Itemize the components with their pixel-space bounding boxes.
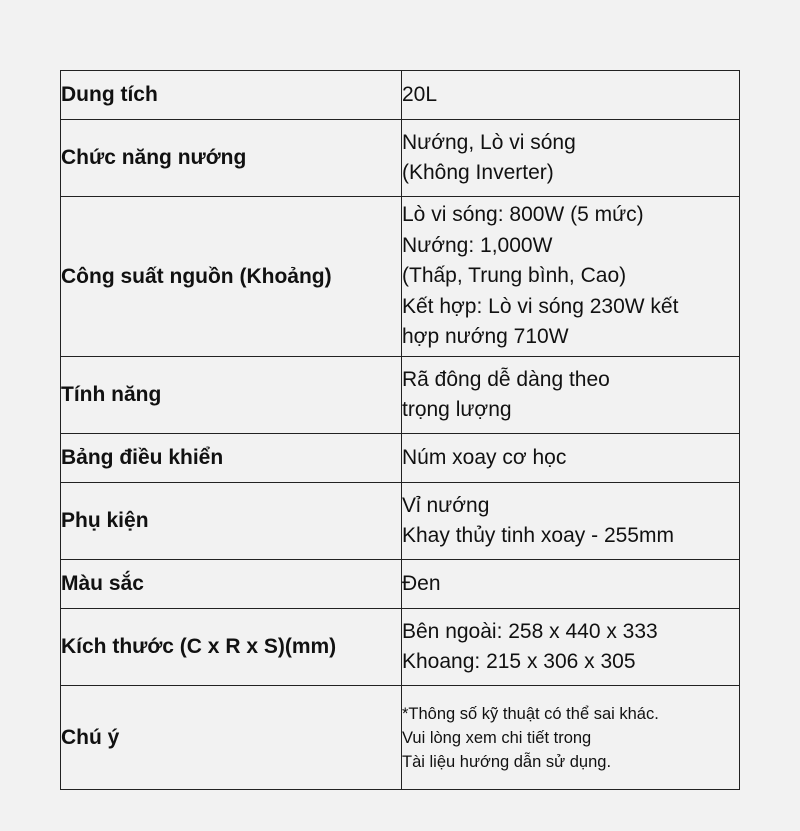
row-label-control: Bảng điều khiển bbox=[61, 434, 402, 483]
row-label-power: Công suất nguồn (Khoảng) bbox=[61, 197, 402, 357]
row-value-note bbox=[402, 686, 740, 790]
row-label-color: Màu sắc bbox=[61, 560, 402, 609]
row-value-dimensions bbox=[402, 609, 740, 686]
value-line: Nướng: 1,000W bbox=[402, 233, 553, 257]
value-line: Lò vi sóng: 800W (5 mức) bbox=[402, 203, 644, 227]
row-value-power bbox=[402, 197, 740, 357]
row-label-note: Chú ý bbox=[61, 686, 402, 790]
value-line: (Không Inverter) bbox=[402, 161, 554, 184]
row-label-dimensions: Kích thước (C x R x S)(mm) bbox=[61, 609, 402, 686]
table-row bbox=[61, 609, 740, 686]
row-value-control bbox=[402, 434, 740, 483]
table-row bbox=[61, 197, 740, 357]
value-line: Tài liệu hướng dẫn sử dụng. bbox=[402, 752, 612, 771]
table-row bbox=[61, 71, 740, 120]
row-value-function bbox=[402, 120, 740, 197]
value-line: Bên ngoài: 258 x 440 x 333 bbox=[402, 619, 658, 643]
spec-table bbox=[60, 70, 740, 790]
value-line: Kết hợp: Lò vi sóng 230W kết bbox=[402, 294, 679, 318]
value-line: Khoang: 215 x 306 x 305 bbox=[402, 650, 636, 673]
value-line: Núm xoay cơ học bbox=[402, 445, 567, 469]
table-row bbox=[61, 357, 740, 434]
value-line: (Thấp, Trung bình, Cao) bbox=[402, 264, 627, 288]
table-row bbox=[61, 686, 740, 790]
row-label-accessories: Phụ kiện bbox=[61, 483, 402, 560]
row-label-feature: Tính năng bbox=[61, 357, 402, 434]
value-line: trọng lượng bbox=[402, 398, 512, 421]
value-line: Vỉ nướng bbox=[402, 493, 490, 517]
value-line: Khay thủy tinh xoay - 255mm bbox=[402, 524, 674, 547]
table-row bbox=[61, 434, 740, 483]
value-line: 20L bbox=[402, 82, 438, 106]
value-line: Đen bbox=[402, 571, 441, 595]
value-line: Nướng, Lò vi sóng bbox=[402, 130, 576, 154]
row-value-accessories bbox=[402, 483, 740, 560]
table-row bbox=[61, 120, 740, 197]
value-line: Rã đông dễ dàng theo bbox=[402, 367, 610, 391]
row-label-function: Chức năng nướng bbox=[61, 120, 402, 197]
row-value-capacity bbox=[402, 71, 740, 120]
value-line: hợp nướng 710W bbox=[402, 325, 569, 349]
table-row bbox=[61, 560, 740, 609]
row-label-capacity: Dung tích bbox=[61, 71, 402, 120]
value-line: Vui lòng xem chi tiết trong bbox=[402, 728, 592, 747]
row-value-color bbox=[402, 560, 740, 609]
value-line: *Thông số kỹ thuật có thể sai khác. bbox=[402, 704, 659, 723]
row-value-feature bbox=[402, 357, 740, 434]
table-row bbox=[61, 483, 740, 560]
